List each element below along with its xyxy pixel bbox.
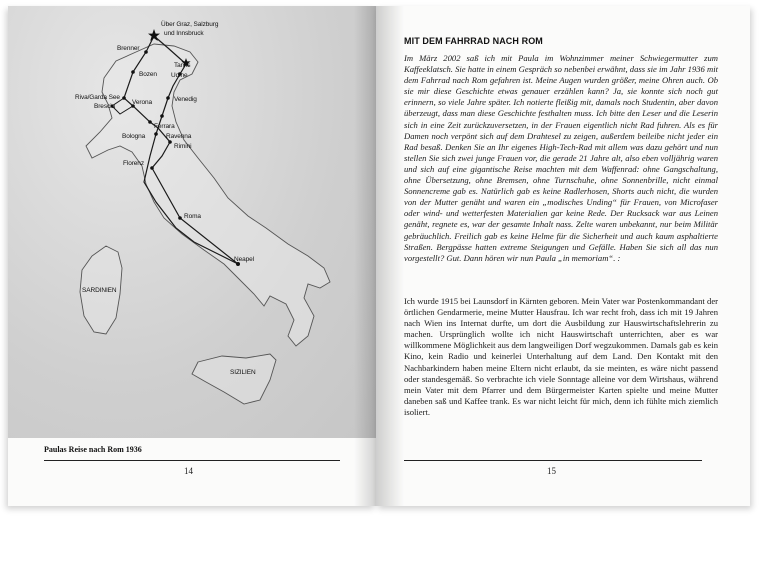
- intro-paragraph: Im März 2002 saß ich mit Paula im Wohnzimmer meiner Schwiegermutter zum Kaffeeklatsch. Sie hatte in einem Gespräch so nebenbei erwähnt, dass sie im Jahr 1936 mit dem Fahrrad nach Rom gefahren ist. Meine Augen wurden größer, meine Ohren auch. Ob sie mir diese Geschichte etwas genauer erzählen kann? Ja, sie konnte sich noch gut erinnern, so viele Jahre später. Ich notierte fleißig mit, damals noch Studentin, aber davon überzeugt, dass man diese Geschichte festhalten muss. Ich bitte den Leser und die Leserin sich in eine Zeit zurückzuversetzen, in der Frauen eigentlich nicht Rad fuhren. Als es für Damen noch verpönt sich auf dem Drahtesel zu zeigen, außerdem beileibe nicht jeder ein Rad besaß. Denken Sie an Ihr eigenes High-Tech-Rad mit allem was dazu gehört und nun stellen Sie sich zwei junge Frauen vor, die gerade 21 Jahre alt, also eben volljährig waren und sich auf eine gigantische Reise machten mit dem Waffenrad: ohne Gangschaltung, ohne Übersetzung, ohne Bremsen, ohne Turnschuhe, ohne Sonnenbrille, nicht einmal Sonnencreme gab es. Natürlich gab es keine Radlerhosen, Shorts auch nicht, die wurden von der Mutter genäht und waren ein „modisches Unding“ für Frauen, von Microfaser oder wind- und wetterfesten Materialien gar keine Rede. Der Rucksack war aus Leinen genäht, regnete es, war der gesamte Inhalt nass. Zelte waren unbekannt, nur beim Militär gebräuchlich. Freilich gab es keine Helme für die Sicherheit und auch kaum asphaltierte Straßen. Bergpässe hatten extreme Steigungen und Gefälle. Haben Sie sich all das nun vorgestellt? Gut. Dann hören wir nun Paula „in memoriam“. :: [404, 53, 718, 263]
- right-page-number: 15: [547, 466, 556, 476]
- label-bozen: Bozen: [139, 71, 157, 78]
- label-bologna: Bologna: [122, 133, 146, 140]
- label-riva: Riva/Garda See: [75, 94, 120, 101]
- label-ravenna: Ravenna: [166, 133, 192, 140]
- left-page: [8, 6, 376, 506]
- left-page-number: 14: [184, 466, 193, 476]
- sicily-outline: [192, 354, 276, 404]
- italy-route-map: [8, 6, 376, 438]
- body-paragraph: Ich wurde 1915 bei Launsdorf in Kärnten geboren. Mein Vater war Postenkommandant der örtlichen Gendarmerie, meine Mutter Hausfrau. Ich war recht froh, dass ich mit 19 Jahren nach Wien ins Internat durfte, um dort die Ausbildung zur Hauswirtschaftslehrerin zu machen. Ursprünglich wollte ich nicht Hauswirtschaft unterrichten, aber es war willkommene Möglichkeit aus dem langweiligen Dorf wegzukommen. Damals gab es kein Kino, kein Radio und keinerlei Unterhaltung auf dem Land. Den Kontakt mit den Nachbarkindern haben meine Eltern nicht erlaubt, da sie meinten, es wäre nicht passend oder standesgemäß. So verbrachte ich viele Sonntage alleine vor dem Wirtshaus, während mein Vater mit dem Pfarrer und dem Bürgermeister Karten spielte und meine Mutter daneben saß und Kaffee trank. Es war nicht leicht für mich, denn ich fühlte mich ziemlich isoliert.: [404, 296, 718, 417]
- chapter-title: MIT DEM FAHRRAD NACH ROM: [404, 36, 543, 46]
- italy-mainland-outline: [86, 44, 330, 346]
- label-verona: Verona: [132, 99, 153, 106]
- label-graz: Über Graz, Salzburg: [161, 21, 219, 28]
- open-book: [8, 6, 758, 506]
- left-gutter-shadow: [354, 6, 376, 506]
- map-caption: Paulas Reise nach Rom 1936: [44, 445, 142, 454]
- label-sizilien: SIZILIEN: [230, 369, 256, 376]
- label-neapel: Neapel: [234, 256, 254, 263]
- right-page: [376, 6, 750, 506]
- label-tarvis: Tarvis: [174, 62, 191, 69]
- label-venedig: Venedig: [174, 96, 197, 103]
- label-brenner: Brenner: [117, 45, 140, 52]
- label-florenz: Florenz: [123, 160, 144, 167]
- label-innsbruck: und Innsbruck: [164, 30, 204, 37]
- right-footer-rule: [404, 460, 702, 461]
- label-sardinien: SARDINIEN: [82, 287, 117, 294]
- left-footer-rule: [44, 460, 340, 461]
- right-gutter-shadow: [376, 6, 404, 506]
- label-udine: Udine: [171, 72, 188, 79]
- map-drawing: [8, 6, 376, 438]
- label-rimini: Rimini: [174, 143, 192, 150]
- label-rom: Roma: [184, 213, 201, 220]
- label-ferrara: Ferrara: [154, 123, 175, 130]
- label-brescia: Brescia: [94, 103, 115, 110]
